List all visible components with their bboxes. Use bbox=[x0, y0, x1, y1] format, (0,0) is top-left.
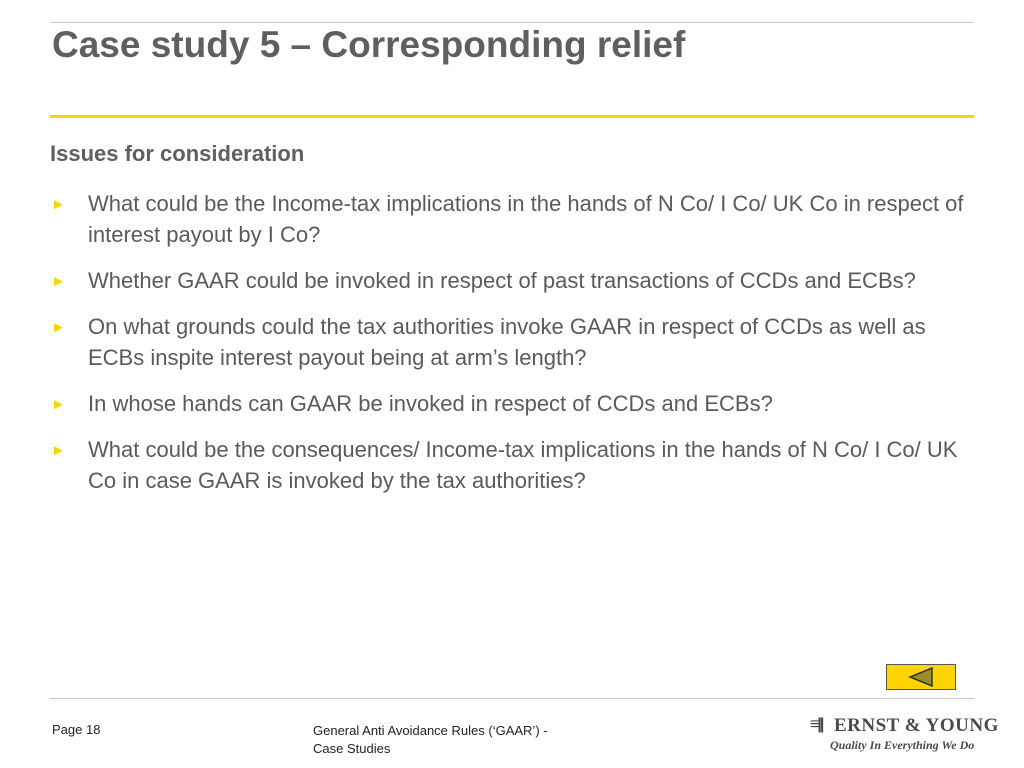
logo-tagline: Quality In Everything We Do bbox=[830, 738, 975, 752]
company-logo bbox=[808, 712, 999, 756]
bullet-arrow-icon: ► bbox=[51, 396, 66, 413]
triangle-left-icon bbox=[908, 667, 934, 687]
bullet-arrow-icon: ► bbox=[51, 196, 66, 213]
top-divider bbox=[50, 22, 974, 23]
issue-item bbox=[50, 434, 970, 496]
logo-name: ERNST & YOUNG bbox=[834, 715, 999, 736]
section-heading: Issues for consideration bbox=[50, 141, 305, 166]
issue-text: What could be the consequences/ Income-tax implications in the hands of N Co/ I Co/ UK Co in case GAAR is invoked by the tax authorities? bbox=[88, 437, 958, 493]
slide-title: Case study 5 – Corresponding relief bbox=[52, 24, 686, 65]
footer-divider bbox=[50, 698, 974, 699]
logo-mark-icon: ≡|| bbox=[810, 716, 823, 733]
issue-item bbox=[50, 188, 970, 250]
issue-text: Whether GAAR could be invoked in respect of past transactions of CCDs and ECBs? bbox=[88, 268, 916, 293]
issue-text: What could be the Income-tax implications in the hands of N Co/ I Co/ UK Co in respect of interest payout by I Co? bbox=[88, 191, 964, 247]
issue-item bbox=[50, 265, 970, 296]
issue-text: In whose hands can GAAR be invoked in respect of CCDs and ECBs? bbox=[88, 391, 773, 416]
bullet-arrow-icon: ► bbox=[51, 442, 66, 459]
footer-title: General Anti Avoidance Rules (‘GAAR’) - Case Studies bbox=[313, 723, 548, 756]
back-button[interactable] bbox=[886, 664, 956, 690]
bullet-arrow-icon: ► bbox=[51, 273, 66, 290]
issues-list bbox=[50, 188, 970, 511]
bullet-arrow-icon: ► bbox=[51, 319, 66, 336]
issue-item bbox=[50, 388, 970, 419]
issue-item bbox=[50, 311, 970, 373]
issue-text: On what grounds could the tax authorities invoke GAAR in respect of CCDs as well as ECBs inspite interest payout being at arm’s length? bbox=[88, 314, 926, 370]
title-underline bbox=[50, 115, 974, 118]
page-number: Page 18 bbox=[52, 722, 101, 737]
